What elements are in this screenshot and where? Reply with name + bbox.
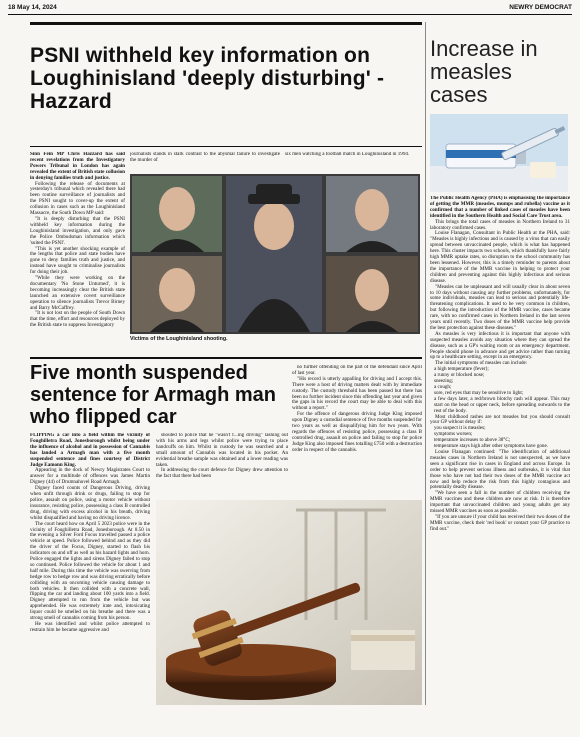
bullet-item: you suspect it is measles; [434, 425, 486, 432]
paragraph: The court heard how on April 5 2023 police were in the vicinity of Foughilletra Road, Jonesborough. At 8.50 in the evening a Silver Ford Focus travelled passed a police vehicle at speed. Police followed behind and as they did the driver of the Focus, Digney, started to flash his indicators on and off as well as his hazard lights and horn. Police engaged the lights and sirens Digney failed to stop so continued. Police followed the vehicle for about 1 and half mile. During this time the vehicle was swerving from hedge row to hedge row and was driving erratically before colliding with an oncoming vehicle causing damage to both vehicles. It then collided with a concrete wall, flipping the car and landing about 100 yards into a field. Digney attempted to run from the vehicle but was apprehended. He was extremely irate and, intoxicating liquor could be smelled on his breathe and there was a strong smell of cannabis coming from his person. [30, 520, 150, 622]
paragraph: He was identified and whilst police attempted to restrain him he became aggressive and [30, 621, 150, 633]
paragraph: FLIPPING a car into a field within the vicinity of Foughilletra Road, Jonesborough whilst being under the influence of alcohol and in possession of Cannabis has landed a Armagh man with a five month suspended sentence and fines courtesy of District Judge Eamonn King. [30, 433, 150, 468]
story2-column-2 [156, 433, 288, 493]
story1-head-rule [30, 146, 422, 147]
story1-column-2 [130, 152, 280, 174]
paragraph: "We have seen a fall in the number of children receiving the MMR vaccines and these children are now at risk. It is therefore important that unvaccinated children and young adults get any missed MMR vaccines as soon as possible. [430, 490, 570, 515]
gavel-illustration [156, 500, 422, 705]
paragraph: "This is yet another shocking example of the lengths that police and state bodies have gone to deny families truth and justice, and instead have sought to criminalise journalists for doing their job. [30, 245, 125, 276]
story2-top-rule [30, 357, 422, 359]
story1-col2-text: journalists stands in stark contrast to the abysmal failure to investigate the murder of [130, 152, 280, 163]
paragraph: The Public Health Agency (PHA) is emphasising the importance of getting the MMR (measles, mumps and rubella) vaccine as it confirmed that a number of linked cases of measles have been identified in the Southern Health and Social Care Trust area. [430, 196, 570, 219]
victims-photo [130, 174, 420, 334]
paragraph: Louise Flanagan continued: "The identification of additional measles cases in Northern Ireland is not unexpected, as we have seen a significant rise in cases in England and across Europe. In order to help prevent serious illness and outbreaks, it is vital that those who have not had their two doses of the MMR vaccine act now and help reduce the risk from this highly contagious and potentially deadly disease. [430, 448, 570, 491]
sidebar-headline: Increase in measles cases [430, 36, 538, 107]
paragraph: For the offence of dangerous driving Judge King imposed upon Digney a custodial sentence of five months suspended for two years as well as disqualifying him for two years. With regards the offences of resisting police, possessing a class B controlled drug, assault on police and failing to stop for police Judge King also imposed fines totalling £750 with a destruction order in respect of the cannabis. [292, 411, 422, 453]
gavel-photo [156, 500, 422, 705]
story2-headline: Five month suspended sentence for Armagh man who flipped car [30, 362, 276, 428]
paragraph: "It is not lost on the people of South Down that the time, effort and resources deployed by the British state to suppress Investigatory [30, 310, 125, 329]
page-date: 18 May 14, 2024 [8, 4, 57, 11]
paragraph: Following the release of documents at yesterday's tribunal which revealed there had been routine surveillance of journalists and the PSNI sought to cover-up the extent of collusion in cases such as the Loughinisland Massacre, the South Down MP said: [30, 180, 125, 217]
paragraph: shouted to police that he "wasn't f...ing driving" lashing out with his arms and legs whilst police were trying to place handcuffs on him. Whilst in custody he was searched and a small amount of Cannabis was located in his pocket. An evidential breathe sample was obtained and a lower reading was taken. [156, 433, 288, 468]
bullet-item: temperature increases to above 38°C; [434, 437, 511, 444]
paragraph: Sinn Féin MP Chris Hazzard has said recent revelations from the Investigatory Powers Tribunal in London has again revealed the extent of British state collusion in denying families truth and justice. [30, 152, 125, 181]
bullet-item: a high temperature (fever); [434, 366, 489, 373]
bullet-item: temperature stays high after other symptoms have gone. [434, 443, 549, 450]
paragraph: "Measles can be unpleasant and will usually clear in about seven to 10 days without causing any further problems, unfortunately, for some individuals, measles can lead to serious and potentially life-threatening complications. It used to be very common in children, but following the introduction of the MMR vaccine, cases became rare, with no confirmed cases in Northern Ireland in the last seven years until recently. Two doses of the MMR vaccine help provide the best protection against these diseases." [430, 283, 570, 331]
bullet-item: a cough; [434, 384, 452, 390]
paper-name: NEWRY DEMOCRAT [509, 4, 572, 11]
sidebar-divider [425, 22, 426, 705]
story2-column-1 [30, 433, 150, 703]
paragraph: Digney faced counts of Dangerous Driving, driving when unfit through drink or drugs, failing to stop for police, assault on police, using a motor vehicle without insurance, resisting police, possessing a class B controlled drug, driving with excess alcohol in his breath, driving whilst disqualified and having no driving licence. [30, 485, 150, 521]
bullet-item: sore, red eyes that may be sensitive to light; [434, 389, 524, 396]
story1-col3-text: six men watching a football match in Loughinisland in 1994. [285, 152, 410, 157]
victims-photo-caption: Victims of the Loughinisland shooting. [130, 336, 228, 342]
paragraph: Appearing in the dock of Newry Magistrates Court to answer for a multitude of offences was James Martin Digney (44) of Drumnahuvel Road Armagh. [30, 467, 150, 486]
vaccine-vial-illustration [430, 114, 568, 192]
paragraph: As measles is very infectious it is important that anyone with suspected measles avoids any situation where they can spread the disease, such as a GP's waiting room or an emergency department. People should phone in advance and get advice rather than turning up to a healthcare setting, except in an emergency. [430, 330, 570, 361]
paragraph: no further offending on the part of the defendant since April of last year. [292, 365, 422, 376]
bullet-item: a few days later, a red/brown blotchy rash will appear. This may start on the head or upper neck, before spreading outwards to the rest of the body. [434, 395, 570, 414]
victims-photo-collage [130, 174, 420, 334]
bullet-item: a runny or blocked nose; [434, 372, 485, 379]
sidebar-article [430, 196, 570, 706]
paragraph: "His record is utterly appalling for driving and I accept this. There were a host of driving matters dealt with by immediate custody. The custody threshold has been passed but there has been no further incident since this offending last year and given the gaps in his record the court may be able to deal with this without a report." [292, 375, 422, 412]
story1-top-rule [30, 22, 422, 25]
paragraph: Louise Flanagan, Consultant in Public Health at the PHA, said: "Measles is highly infectious and is caused by a virus that can easily spread between unvaccinated people, which is what has happened here. This cluster impacts two schools, which thankfully have fairly high MMR uptake rates, so disruption to the school community has been lessened. However, this is a timely reminder to parents about the importance of the MMR vaccine in helping to protect your children and preventing against this highly infectious and serious disease. [430, 230, 570, 284]
paragraph: "It is deeply disturbing that the PSNI withheld key information during the Loughinisland investigation, and only gave the Police Ombudsman information which 'suited the PSNI'. [30, 215, 125, 246]
story2-column-3 [292, 365, 422, 495]
story1-column-3 [285, 152, 420, 174]
paragraph: "While they were working on the documentary 'No Stone Unturned', it is becoming increasingly clear the British state launched an extensive covert surveillance operation to silence journalists Trevor Birney and Barry McCaffrey. [30, 275, 125, 311]
paragraph: The initial symptoms of measles can include: [435, 360, 528, 367]
bullet-item: symptoms worsen; [434, 431, 473, 438]
paragraph: In addressing the court defence for Digney drew attention to the fact that there had been [156, 467, 288, 480]
paragraph: This brings the total cases of measles in Northern Ireland to 31 laboratory confirmed cases. [430, 218, 570, 231]
paragraph: "If you are unsure if your child has received their two doses of the MMR vaccine, check their 'red book' or contact your GP practice to find out." [430, 513, 570, 532]
story1-column-1 [30, 152, 125, 358]
paragraph: Most childhood rashes are not measles but you should consult your GP without delay if: [430, 413, 570, 426]
vaccine-photo [430, 114, 568, 192]
bullet-item: sneezing; [434, 378, 454, 385]
masthead-rule [8, 14, 572, 15]
story1-headline: PSNI withheld key information on Loughinisland 'deeply disturbing' - Hazzard [30, 44, 385, 113]
